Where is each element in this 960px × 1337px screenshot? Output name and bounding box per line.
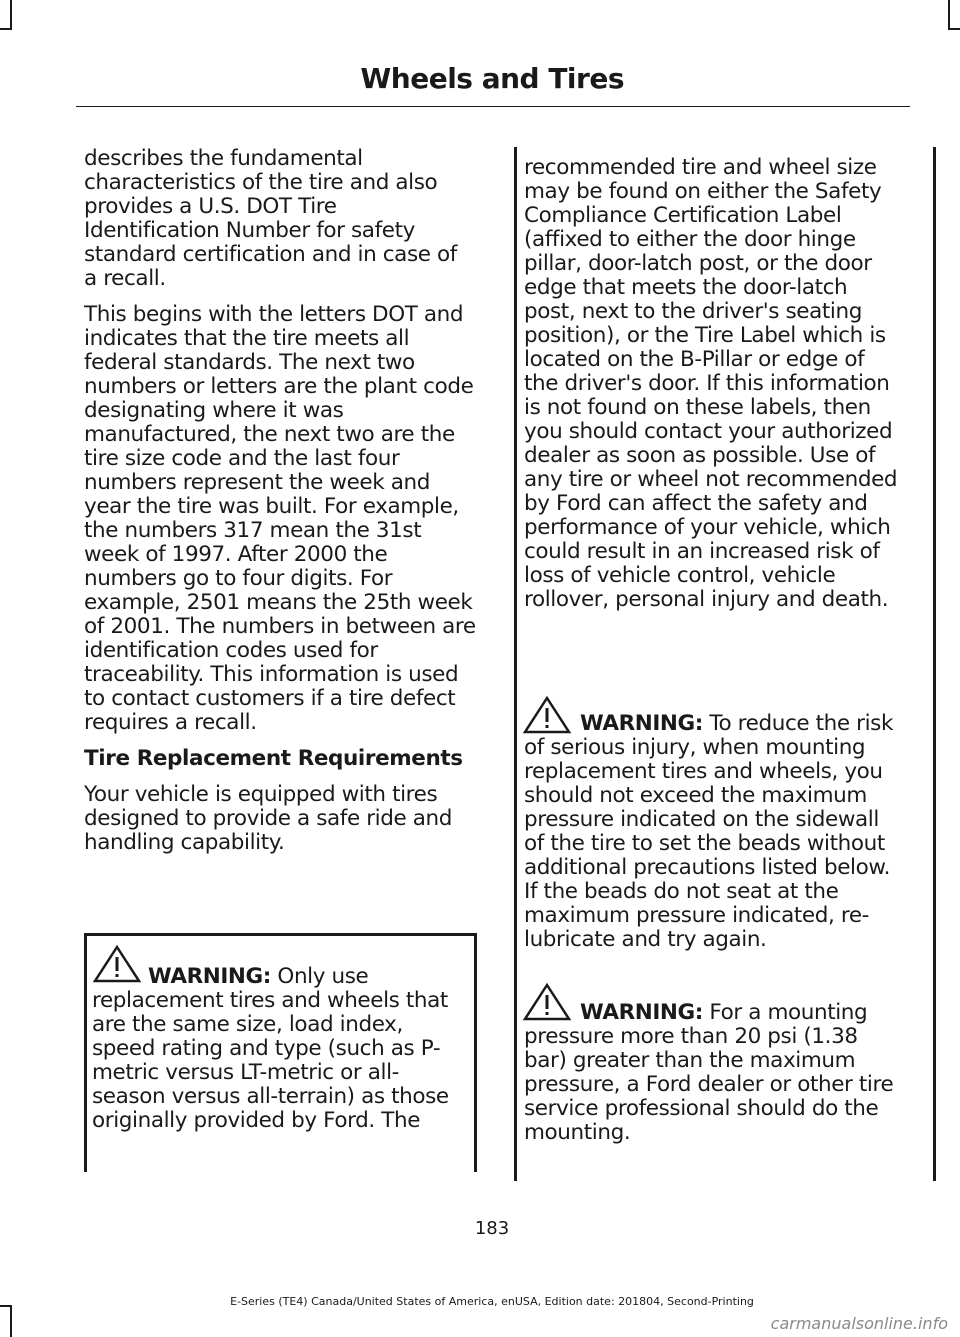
- warning-label: WARNING:: [580, 1000, 703, 1025]
- paragraph: describes the fundamental characteristics of the tire and also provides a U.S. DOT Tire Identification Number for safety standard certification and in case of a recall.: [84, 146, 457, 291]
- warning-text: [524, 1001, 899, 1145]
- left-column: [84, 147, 476, 867]
- crop-mark: [948, 28, 960, 30]
- crop-mark: [10, 0, 12, 30]
- crop-mark: [0, 28, 12, 30]
- warning-body: Only use replacement tires and wheels that are the same size, load index, speed rating and type (such as P-metric versus LT-metric or all-season versus all-terrain) as those originally provided by Ford. The: [92, 964, 449, 1133]
- right-column: [524, 156, 899, 624]
- warning-body: To reduce the risk of serious injury, when mounting replacement tires and wheels, you should not exceed the maximum pressure indicated on the sidewall of the tire to set the beads without additional precautions listed below. If the beads do not seat at the maximum pressure indicated, re-lubricate and try again.: [524, 711, 894, 952]
- watermark: carmanualsonline.info: [770, 1314, 948, 1333]
- crop-mark: [948, 0, 950, 30]
- paragraph: This begins with the letters DOT and indicates that the tire meets all federal standards. The next two numbers or letters are the plant code designating where it was manufactured, the next two are the tire size code and the last four numbers represent the week and year the tire was built. For example, the numbers 317 mean the 31st week of 1997. After 2000 the numbers go to four digits. For example, 2501 means the 25th week of 2001. The numbers in between are identification codes used for traceability. This information is used to contact customers if a tire defect requires a recall.: [84, 302, 476, 735]
- section-heading: Tire Replacement Requirements: [84, 746, 463, 771]
- crop-mark: [10, 1305, 12, 1337]
- warning-text: [524, 712, 899, 952]
- page-number: 183: [474, 1218, 510, 1239]
- warning-body: For a mounting pressure more than 20 psi (1.38 bar) greater than the maximum pressure, a Ford dealer or other tire service professional should do the mounting.: [524, 1000, 894, 1145]
- page-title: Wheels and Tires: [360, 62, 624, 95]
- warning-text: [92, 965, 464, 1133]
- paragraph: Your vehicle is equipped with tires designed to provide a safe ride and handling capability.: [84, 782, 453, 855]
- header-divider: [76, 106, 910, 107]
- warning-label: WARNING:: [148, 964, 271, 989]
- warning-label: WARNING:: [580, 711, 703, 736]
- footer-edition: E-Series (TE4) Canada/United States of America, enUSA, Edition date: 201804, Second-Printing: [230, 1295, 754, 1308]
- paragraph: recommended tire and wheel size may be found on either the Safety Compliance Certification Label (affixed to either the door hinge pillar, door-latch post, or the door edge that meets the door-latch post, next to the driver's seating position), or the Tire Label which is located on the B-Pillar or edge of the driver's door. If this information is not found on these labels, then you should contact your authorized dealer as soon as possible. Use of any tire or wheel not recommended by Ford can affect the safety and performance of your vehicle, which could result in an increased risk of loss of vehicle control, vehicle rollover, personal injury and death.: [524, 155, 898, 612]
